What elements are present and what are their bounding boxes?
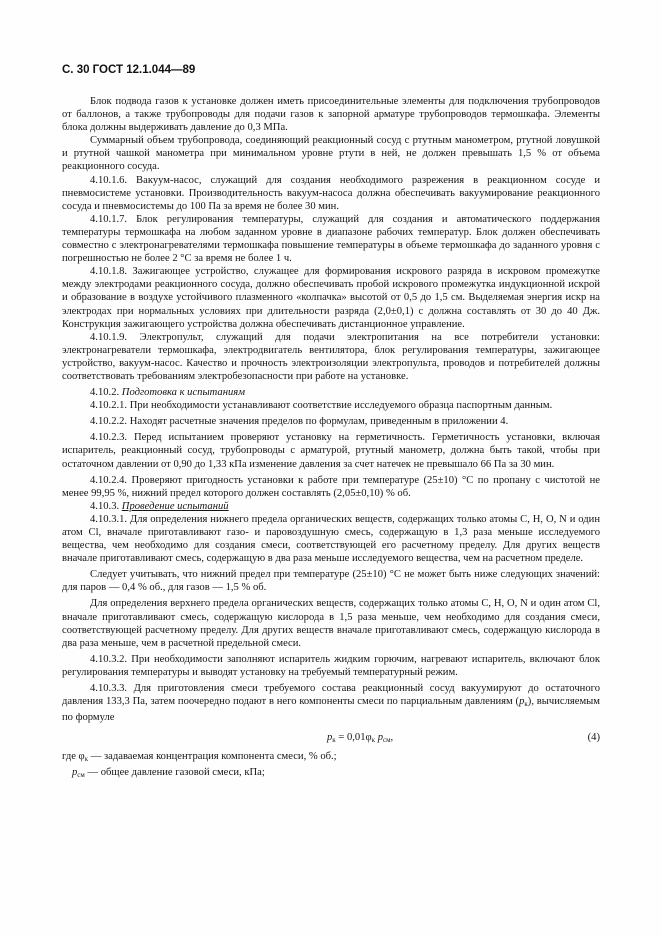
section-number: 4.10.2. — [90, 387, 120, 399]
paragraph: 4.10.1.6. Вакуум-насос, служащий для создания необходимого разрежения в реакционном сосуде и пневмосистеме установки. Производительность вакуум-насоса должна обеспечивать вакуумирование реакционного сосуда и пневмосистемы до 100 Па за время не более 30 мин. — [62, 174, 600, 212]
section-number: 4.10.3. — [90, 500, 120, 512]
formula-legend — [62, 750, 600, 782]
formula-number: (4) — [587, 732, 600, 744]
section-title: Подготовка к испытаниям — [121, 387, 245, 399]
section-title: Проведение испытаний — [121, 500, 229, 512]
paragraph: 4.10.1.9. Электропульт, служащий для подачи электропитания на все потребители установки: электронагреватели термошкафа, электродвигатель вентилятора, блок регулирования температуры, зажигающее устройство, вакуум-насос. Качество и прочность электроизоляции электропульта, проводов и потребителей должны соответствовать требованиям электробезопасности при работе на установке. — [62, 331, 600, 382]
section-heading-preparation — [62, 386, 600, 399]
paragraph: 4.10.3.1. Для определения нижнего предела органических веществ, содержащих только атомы С, Н, О, N и один атом Cl, вначале приготавливают газо- и паровоздушную смесь, содержащую в 1,3 раза меньше исследуемого вещества, чем необходимо для создания смеси, соответствующей его расчетному пределу. Для других веществ вначале приготавливают смесь, содержащую в два раза меньше исследуемого вещества, чем на расчетном пределе. — [62, 513, 600, 565]
paragraph: Блок подвода газов к установке должен иметь присоединительные элементы для подключения трубопроводов от баллонов, а также трубопроводы для подачи газов к запорной арматуре трубопроводов термошкафа. Элементы блока должны выдерживать давление до 0,3 МПа. — [62, 96, 600, 134]
legend-row-phi: где $\varphi_к$ — задаваемая концентрация компонента смеси, % об.; — [62, 751, 337, 764]
paragraph: 4.10.1.7. Блок регулирования температуры, служащий для создания и автоматического поддержания температуры термошкафа на любом заданном уровне в диапазоне рабочих температур. Блок должен обеспечивать совместно с электронагревателями термошкафа повышение температуры в объеме термошкафа до заданного уровня с погрешностью не более 2 °С за время не более 1 ч. — [62, 213, 600, 265]
paragraph: Суммарный объем трубопровода, соединяющий реакционный сосуд с ртутным манометром, ртутной ловушкой и ртутной чашкой манометра при минимальном уровне ртути в ней, не должен превышать 1,5 % от объема реакционного сосуда. — [62, 135, 600, 173]
section-heading-testing — [62, 500, 600, 513]
paragraph: 4.10.3.2. При необходимости заполняют испаритель жидким горючим, нагревают испаритель, включают блок регулирования температуры и выводят установку на требуемый температурный режим. — [62, 653, 600, 678]
legend-row-pcm: $p_{см}$ — общее давление газовой смеси, кПа; — [72, 767, 265, 780]
formula-expression: $p_к = 0,01\varphi_к$ $p_{см}$, — [327, 732, 394, 745]
paragraph: 4.10.2.2. Находят расчетные значения пределов по формулам, приведенным в приложении 4. — [90, 416, 509, 428]
paragraph: 4.10.3.3. Для приготовления смеси требуемого состава реакционный сосуд вакуумируют до остаточного давления 133,3 Па, затем поочередно подают в него компоненты смеси по парциальным давлениям $(p_к)$, вычисляемым по формуле — [62, 683, 600, 724]
paragraph: 4.10.2.3. Перед испытанием проверяют установку на герметичность. Герметичность установки, включая испаритель, реакционный сосуд, трубопроводы с арматурой, ртутный манометр, должна быть такой, чтобы при остаточном давлении от 0,90 до 1,33 кПа изменение давления за счет натечек не превышало 66 Па за 30 мин. — [62, 432, 600, 470]
page-header: С. 30 ГОСТ 12.1.044—89 — [62, 64, 196, 76]
paragraph: 4.10.2.4. Проверяют пригодность установки к работе при температуре (25±10) °С по пропану с чистотой не менее 99,95 %, нижний предел которого должен составлять (2,05±0,10) % об. — [62, 474, 600, 499]
document-body — [62, 95, 600, 783]
paragraph: 4.10.1.8. Зажигающее устройство, служащее для формирования искрового разряда в искровом промежутке между электродами реакционного сосуда, должно обеспечивать пробой искрового промежутка индукционной искрой и образование в воздухе устойчивого плазменного «колпачка» высотой от 0,5 до 1,5 см. Выделяемая энергия искр на электродах при нормальных условиях при длительности разряда (2,0±0,1) с должна составлять от 30 до 40 Дж. Конструкция зажигающего устройства должна обеспечивать дистанционное управление. — [62, 266, 600, 330]
paragraph: 4.10.2.1. При необходимости устанавливают соответствие исследуемого образца паспортным данным. — [90, 400, 553, 412]
paragraph: Следует учитывать, что нижний предел при температуре (25±10) °С не может быть ниже следующих значений: для паров — 0,4 % об., для газов — 1,5 % об. — [62, 569, 600, 594]
formula-4 — [62, 729, 600, 747]
paragraph: Для определения верхнего предела органических веществ, содержащих только атомы С, Н, О, N и один атом Cl, вначале приготавливают смесь, содержащую кислорода в 1,5 раза меньше, чем необходимо для создания смеси, соответствующей расчетному пределу. Для других веществ вначале приготавливают смесь, содержащую кислорода в два раза меньше, чем в расчетной предельной смеси. — [62, 598, 600, 649]
